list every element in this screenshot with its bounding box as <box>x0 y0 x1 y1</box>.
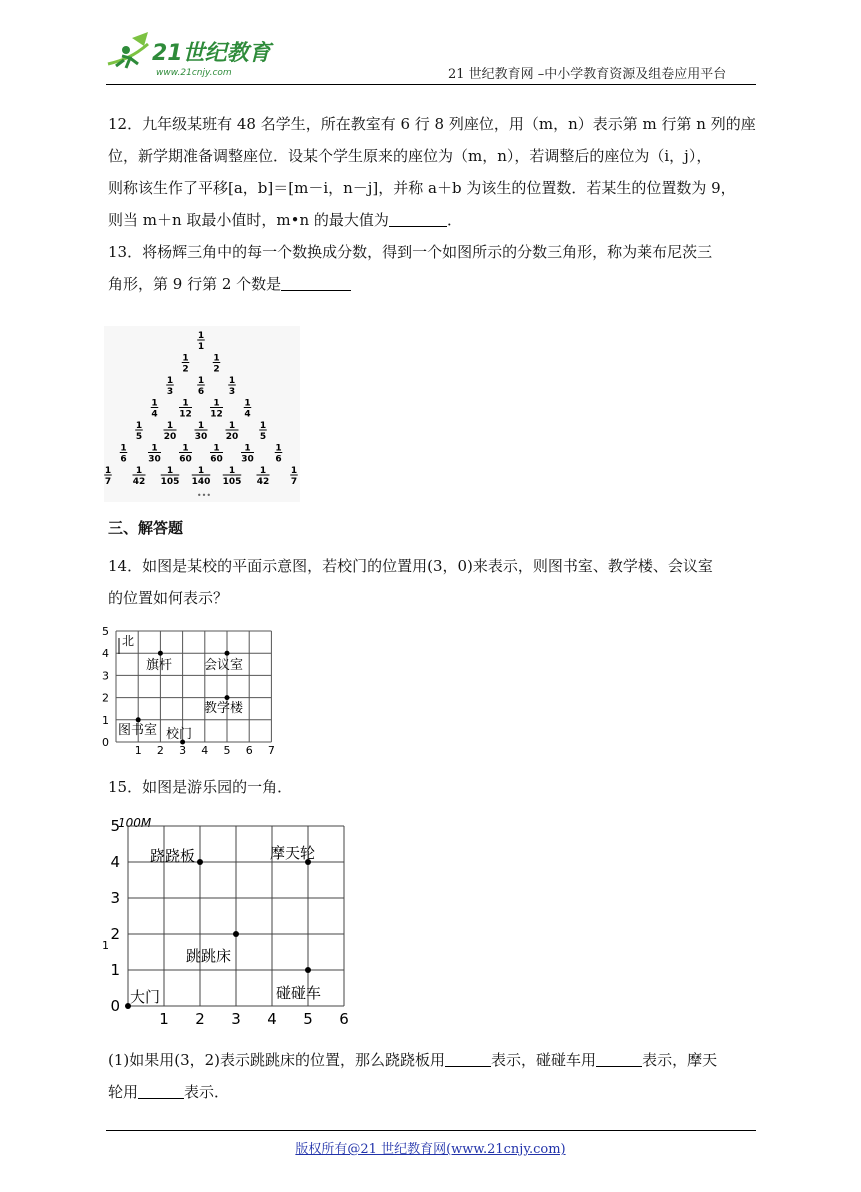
location-point <box>158 651 163 656</box>
fraction-numerator: 1 <box>197 376 205 386</box>
flagpole-label: 旗杆 <box>146 658 173 673</box>
q14-line-1: 14．如图是某校的平面示意图，若校门的位置用(3，0)来表示，则图书室、教学楼、会议室 <box>108 557 713 575</box>
fraction-numerator: 1 <box>213 398 220 409</box>
logo-runner-head <box>122 46 130 54</box>
fraction-denominator: 12 <box>179 409 192 420</box>
library-label: 图书室 <box>118 723 158 738</box>
x-tick-label: 7 <box>267 744 275 757</box>
fraction-numerator: 1 <box>228 466 236 476</box>
fraction-numerator: 1 <box>182 398 189 409</box>
x-tick-label: 1 <box>134 744 142 757</box>
fraction-numerator: 1 <box>228 376 236 386</box>
location-point <box>136 717 141 722</box>
x-tick-label: 2 <box>156 744 164 757</box>
y-tick-label: 5 <box>110 817 120 835</box>
fraction-denominator: 6 <box>197 387 205 397</box>
fraction-denominator: 1 <box>197 342 205 352</box>
q13-answer-blank[interactable] <box>281 276 351 291</box>
x-tick-label: 3 <box>179 744 187 757</box>
y-tick-label: 2 <box>102 691 109 705</box>
triangle-fraction <box>275 444 283 465</box>
fraction-numerator: 1 <box>135 421 143 431</box>
fraction-numerator: 1 <box>290 466 298 476</box>
q15-part1-line-2 <box>108 1076 756 1108</box>
triangle-fraction <box>197 376 205 397</box>
q12-line-1: 12．九年级某班有 48 名学生，所在教室有 6 行 8 列座位，用（m，n）表示第 m 行第 n 列的座 <box>108 115 756 133</box>
fraction-denominator: 4 <box>151 409 158 420</box>
y-tick-label: 2 <box>110 925 120 943</box>
bumper-car-label: 碰碰车 <box>276 984 322 1002</box>
y-tick-label: 3 <box>110 889 120 907</box>
logo-flag <box>132 32 148 46</box>
fraction-denominator: 30 <box>194 432 208 442</box>
location-point <box>225 695 230 700</box>
y-tick-label: 3 <box>102 669 109 683</box>
q14-line-2: 的位置如何表示？ <box>108 589 229 607</box>
site-logo[interactable] <box>104 30 284 82</box>
fraction-numerator: 1 <box>244 398 251 409</box>
seesaw-label: 跷跷板 <box>150 847 196 865</box>
gate-label: 校门 <box>166 727 193 742</box>
q15-text-b: 表示，碰碰车用 <box>491 1051 597 1069</box>
fraction-numerator: 1 <box>182 353 189 364</box>
y-tick-label: 0 <box>102 736 109 749</box>
q12-line-4 <box>108 204 756 236</box>
fraction-denominator: 5 <box>259 432 267 442</box>
side-mark: 1 <box>102 939 109 952</box>
bumper-answer-blank[interactable] <box>596 1052 642 1067</box>
fraction-numerator: 1 <box>213 353 220 364</box>
x-tick-label: 4 <box>267 1010 277 1028</box>
triangle-dots: ••• <box>196 491 212 500</box>
q13-line-2-text: 角形，第 9 行第 2 个数是 <box>108 275 282 293</box>
fraction-denominator: 6 <box>120 454 127 465</box>
fraction-denominator: 12 <box>210 409 223 420</box>
logo-runner-body <box>116 56 138 68</box>
fraction-denominator: 20 <box>225 432 239 442</box>
fraction-denominator: 105 <box>222 477 242 487</box>
fraction-numerator: 1 <box>213 443 220 454</box>
fraction-numerator: 1 <box>197 466 205 476</box>
trampoline-label: 跳跳床 <box>186 947 232 965</box>
fraction-numerator: 1 <box>197 421 205 431</box>
y-tick-label: 1 <box>102 713 109 727</box>
x-tick-label: 3 <box>231 1010 241 1028</box>
fraction-numerator: 1 <box>275 443 282 454</box>
x-tick-label: 5 <box>223 744 231 757</box>
x-tick-label: 4 <box>201 744 209 757</box>
triangle-fraction <box>120 444 128 465</box>
fraction-numerator: 1 <box>228 421 236 431</box>
fraction-denominator: 7 <box>290 477 298 487</box>
fraction-denominator: 30 <box>241 454 254 465</box>
triangle-fraction <box>290 466 298 487</box>
fraction-numerator: 1 <box>104 466 112 476</box>
school-map-grid <box>100 626 280 762</box>
fraction-denominator: 7 <box>104 477 112 487</box>
header-divider <box>106 84 756 85</box>
fraction-numerator: 1 <box>135 466 143 476</box>
fraction-denominator: 60 <box>210 454 223 465</box>
triangle-fraction <box>213 354 221 375</box>
question-14 <box>108 550 756 614</box>
fraction-numerator: 1 <box>166 376 174 386</box>
q12-line-4-text: 则当 m＋n 取最小值时，m•n 的最大值为 <box>108 211 389 229</box>
fraction-numerator: 1 <box>244 443 251 454</box>
question-12 <box>108 108 756 236</box>
q12-tail: ． <box>446 211 462 229</box>
fraction-denominator: 42 <box>256 477 270 487</box>
amusement-park-grid <box>98 808 360 1028</box>
location-point <box>305 967 311 973</box>
y-tick-label: 1 <box>110 961 120 979</box>
fraction-denominator: 2 <box>182 364 189 375</box>
triangle-fraction <box>259 421 267 442</box>
fraction-denominator: 2 <box>213 364 220 375</box>
fraction-numerator: 1 <box>166 466 174 476</box>
triangle-fraction <box>228 376 236 397</box>
fraction-denominator: 42 <box>132 477 146 487</box>
location-point <box>225 651 230 656</box>
x-tick-label: 6 <box>339 1010 349 1028</box>
footer-divider <box>106 1130 756 1131</box>
triangle-fraction <box>244 399 252 420</box>
logo-url: www.21cnjy.com <box>156 68 232 78</box>
x-tick-label: 6 <box>245 744 253 757</box>
q12-line-3: 则称该生作了平移[a，b]＝[m－i，n－j]，并称 a＋b 为该生的位置数．若某生的位置数为 9， <box>108 179 736 197</box>
fraction-numerator: 1 <box>151 398 158 409</box>
triangle-fraction <box>197 331 205 352</box>
fraction-denominator: 30 <box>148 454 161 465</box>
fraction-numerator: 1 <box>197 331 205 341</box>
fraction-denominator: 3 <box>228 387 236 397</box>
q15-part1-line-1 <box>108 1044 756 1076</box>
triangle-fraction <box>104 466 112 487</box>
header-tagline: 21 世纪教育网 –中小学教育资源及组卷应用平台 <box>448 67 727 82</box>
north-label: 北 <box>122 634 135 648</box>
section-title: 三、解答题 <box>108 519 184 537</box>
logo-text: 21世纪教育 <box>152 41 271 66</box>
y-tick-label: 4 <box>110 853 120 871</box>
fraction-denominator: 6 <box>275 454 282 465</box>
q13-line-1: 13．将杨辉三角中的每一个数换成分数，得到一个如图所示的分数三角形，称为莱布尼茨三 <box>108 243 713 261</box>
q12-answer-blank[interactable] <box>389 212 447 227</box>
fraction-denominator: 140 <box>191 477 211 487</box>
q12-line-2: 位，新学期准备调整座位．设某个学生原来的座位为（m，n），若调整后的座位为（i，j）， <box>108 147 712 165</box>
location-point <box>233 931 239 937</box>
q15-text-a: (1)如果用(3，2)表示跳跳床的位置，那么跷跷板用 <box>108 1051 446 1069</box>
x-tick-label: 2 <box>195 1010 205 1028</box>
fraction-numerator: 1 <box>120 443 127 454</box>
fraction-denominator: 60 <box>179 454 192 465</box>
fraction-numerator: 1 <box>151 443 158 454</box>
fraction-denominator: 105 <box>160 477 180 487</box>
gate-label: 大门 <box>130 988 161 1006</box>
x-tick-label: 1 <box>159 1010 169 1028</box>
y-tick-label: 0 <box>110 997 120 1015</box>
ferris-wheel-label: 摩天轮 <box>270 844 316 862</box>
leibniz-triangle-figure <box>104 326 300 502</box>
fraction-numerator: 1 <box>259 466 267 476</box>
meeting-room-label: 会议室 <box>204 658 244 673</box>
location-point <box>197 859 203 865</box>
question-13 <box>108 236 756 300</box>
unit-label: 100M <box>118 816 152 830</box>
x-tick-label: 5 <box>303 1010 313 1028</box>
y-tick-label: 4 <box>102 647 109 661</box>
q15-text-d: 轮用 <box>108 1083 139 1101</box>
footer-copyright-link[interactable]: 版权所有@21 世纪教育网(www.21cnjy.com) <box>295 1142 566 1157</box>
q15-text-c: 表示，摩天 <box>642 1051 718 1069</box>
triangle-fraction <box>135 421 143 442</box>
logo-graphic <box>104 30 284 82</box>
fraction-numerator: 1 <box>166 421 174 431</box>
ferris-answer-blank[interactable] <box>138 1084 184 1099</box>
fraction-denominator: 5 <box>135 432 143 442</box>
fraction-numerator: 1 <box>259 421 267 431</box>
question-15-intro: 15．如图是游乐园的一角． <box>108 778 293 796</box>
fraction-denominator: 20 <box>163 432 177 442</box>
triangle-fraction <box>182 354 190 375</box>
fraction-denominator: 3 <box>166 387 174 397</box>
fraction-numerator: 1 <box>182 443 189 454</box>
q15-text-e: 表示． <box>184 1083 230 1101</box>
y-tick-label: 5 <box>102 626 109 638</box>
triangle-fraction <box>166 376 174 397</box>
triangle-fraction <box>151 399 159 420</box>
question-15-part1 <box>108 1044 756 1108</box>
fraction-denominator: 4 <box>244 409 251 420</box>
q13-line-2 <box>108 268 756 300</box>
seesaw-answer-blank[interactable] <box>445 1052 491 1067</box>
teaching-building-label: 教学楼 <box>204 701 244 716</box>
